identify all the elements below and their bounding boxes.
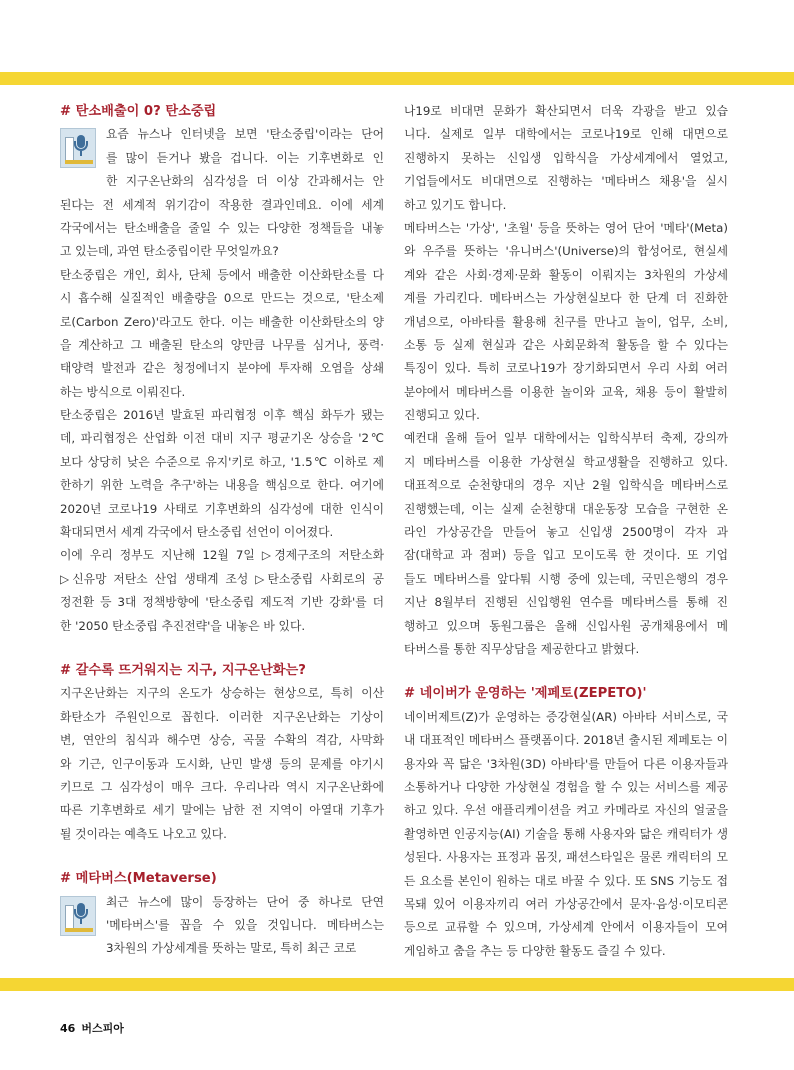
body-text-line: 와 기근, 인구이동과 도시화, 난민 발생 등의 문제를 야기시 — [60, 756, 384, 771]
body-text-line: 와 우주를 뜻하는 '유니버스'(Universe)의 합성어로, 현실세 — [404, 244, 728, 259]
body-text-line: 을 계산하고 그 배출된 탄소의 양만큼 나무를 심거나, 풍력· — [60, 337, 384, 352]
left-column — [60, 100, 384, 961]
podcast-mic-icon — [60, 128, 96, 168]
section-body-metaverse-continued — [404, 100, 728, 661]
body-text-line: 데, 파리협정은 산업화 이전 대비 지구 평균기온 상승을 '2℃ — [60, 431, 384, 446]
section-body-metaverse — [60, 891, 384, 961]
body-text-line: 된다는 전 세계적 위기감이 작용한 결과인데요. 이에 세계 — [60, 197, 384, 212]
body-text-line: 하는 방식으로 이뤄진다. — [60, 384, 186, 399]
body-text-line: 나19로 비대면 문화가 확산되면서 더욱 각광을 받고 있습 — [404, 104, 728, 118]
body-text-line: 지구온난화는 지구의 온도가 상승하는 현상으로, 특히 이산 — [60, 686, 384, 701]
body-text-line: 개념으로, 아바타를 활용해 친구를 만나고 놀이, 업무, 소비, — [404, 314, 728, 329]
body-text-line: 특징이 있다. 특히 코로나19가 장기화되면서 우리 사회 여러 — [404, 361, 728, 376]
body-text-line: 진행하지 못하는 신입생 입학식을 가상세계에서 열었고, — [404, 150, 728, 165]
page-footer — [60, 1020, 124, 1036]
magazine-name: 버스피아 — [81, 1022, 124, 1035]
body-text-line: 각국에서는 탄소배출을 줄일 수 있는 다양한 정책들을 내놓 — [60, 220, 384, 235]
body-text-line: 촬영하면 인공지능(AI) 기술을 통해 사용자와 닮은 캐릭터가 생 — [404, 826, 728, 841]
section-body-zepeto — [404, 706, 728, 963]
body-text-line: 계를 가리킨다. 메타버스는 가상현실보다 한 단계 더 진화한 — [404, 291, 728, 306]
body-text-line: 탄소중립은 2016년 발효된 파리협정 이후 핵심 화두가 됐는 — [60, 408, 384, 423]
body-text-line: 한 '2050 탄소중립 추진전략'을 내놓은 바 있다. — [60, 618, 306, 633]
body-text-line: 분야에서 메타버스를 이용한 놀이와 교육, 채용 등이 활발히 — [404, 384, 728, 399]
body-text-line: 지난 8월부터 진행된 신입행원 연수를 메타버스를 통해 진 — [404, 595, 728, 610]
body-text-line: 태양력 발전과 같은 청정에너지 분야에 투자해 오염을 상쇄 — [60, 361, 384, 376]
body-text-line: 예컨대 올해 들어 일부 대학에서는 입학식부터 축제, 강의까 — [404, 431, 728, 446]
body-text-line: 확대되면서 세계 각국에서 탄소중립 선언이 이어졌다. — [60, 525, 334, 540]
body-text-line: 게임하고 춤을 추는 등 다양한 활동도 즐길 수 있다. — [404, 943, 666, 958]
body-text-line: 정전환 등 3대 정책방향에 '탄소중립 제도적 기반 강화'를 더 — [60, 595, 384, 610]
body-text-line: 한하기 위한 노력을 추구'하는 내용을 핵심으로 한다. 여기에 — [60, 478, 384, 493]
body-text-line: ▷신유망 저탄소 산업 생태계 조성 ▷탄소중립 사회로의 공 — [60, 571, 384, 586]
podcast-mic-icon — [60, 896, 96, 936]
body-text-line: 들도 메타버스를 앞다퉈 시행 중에 있는데, 국민은행의 경우 — [404, 571, 728, 586]
body-text-line: 진행되고 있다. — [404, 408, 480, 423]
section-heading-zepeto: # 네이버가 운영하는 '제페토(ZEPETO)' — [404, 686, 647, 702]
body-text-line: 메타버스는 '가상', '초월' 등을 뜻하는 영어 단어 '메타'(Meta) — [404, 220, 728, 235]
body-text-line: 목돼 있어 이용자끼리 여러 가상공간에서 문자·음성·이모티콘 — [404, 896, 728, 911]
body-text-line: 지 메타버스를 이용한 가상현실 학교생활을 진행하고 있다. — [404, 454, 728, 469]
body-text-line: '메타버스'를 꼽을 수 있을 것입니다. 메타버스는 — [106, 917, 384, 932]
body-text-line: 하고 있다. 우선 애플리케이션을 켜고 카메라로 자신의 얼굴을 — [404, 803, 728, 818]
body-text-line: 화탄소가 주원인으로 꼽힌다. 이러한 지구온난화는 기상이 — [60, 709, 384, 724]
section-heading-metaverse: # 메타버스(Metaverse) — [60, 871, 217, 887]
body-text-line: 요즘 뉴스나 인터넷을 보면 '탄소중립'이라는 단어 — [106, 127, 384, 142]
body-text-line: 네이버제트(Z)가 운영하는 증강현실(AR) 아바타 서비스로, 국 — [404, 709, 728, 724]
body-text-line: 내 대표적인 메타버스 플랫폼이다. 2018년 출시된 제페토는 이 — [404, 733, 728, 748]
body-text-line: 기업들에서도 비대면으로 진행하는 '메타버스 채용'을 실시 — [404, 174, 728, 189]
body-text-line: 라인 가상공간을 만들어 놓고 신입생 2500명이 각자 과 — [404, 525, 728, 540]
body-text-line: 될 것이라는 예측도 나오고 있다. — [60, 826, 227, 841]
body-text-line: 성된다. 사용자는 표정과 몸짓, 패션스타일은 물론 캐릭터의 모 — [404, 850, 728, 865]
body-text-line: 니다. 실제로 일부 대학에서는 코로나19로 인해 대면으로 — [404, 127, 728, 142]
body-text-line: 타버스를 통한 직무상담을 제공한다고 밝혔다. — [404, 641, 640, 656]
body-text-line: 탄소중립은 개인, 회사, 단체 등에서 배출한 이산화탄소를 다 — [60, 267, 384, 282]
body-text-line: 등으로 교류할 수 있으며, 가상세계 안에서 이용자들이 모여 — [404, 920, 728, 935]
body-text-line: 키므로 그 심각성이 매우 크다. 우리나라 역시 지구온난화에 — [60, 779, 384, 794]
body-text-line: 시 흡수해 실질적인 배출량을 0으로 만드는 것으로, '탄소제 — [60, 291, 384, 306]
body-text-line: 최근 뉴스에 많이 등장하는 단어 중 하나로 단연 — [106, 894, 384, 909]
body-text-line: 진행했는데, 이는 실제 순천향대 대운동장 모습을 구현한 온 — [404, 501, 728, 516]
body-text-line: 잠(대학교 과 점퍼) 등을 입고 모이도록 한 것이다. 또 기업 — [404, 548, 728, 563]
body-text-line: 로(Carbon Zero)'라고도 한다. 이는 배출한 이산화탄소의 양 — [60, 314, 384, 329]
body-text-line: 를 많이 듣거나 봤을 겁니다. 이는 기후변화로 인 — [106, 150, 384, 165]
body-text-line: 대표적으로 순천향대의 경우 지난 2월 입학식을 메타버스로 — [404, 478, 728, 493]
right-column — [404, 100, 728, 963]
body-text-line: 보다 상당히 낮은 수준으로 유지'키로 하고, '1.5℃ 이하로 제 — [60, 454, 384, 469]
body-text-line: 3차원의 가상세계를 뜻하는 말로, 특히 최근 코로 — [106, 941, 357, 956]
body-text-line: 변, 연안의 침식과 해수면 상승, 곡물 수확의 격감, 사막화 — [60, 733, 384, 748]
body-text-line: 든 요소를 본인이 원하는 대로 바꿀 수 있다. 또 SNS 기능도 접 — [404, 873, 728, 888]
section-body-global-warming — [60, 682, 384, 846]
body-text-line: 행하고 있으며 동원그룹은 올해 신입사원 공개채용에서 메 — [404, 618, 728, 633]
body-text-line: 소통 등 실제 현실과 같은 사회문화적 활동을 할 수 있다는 — [404, 337, 728, 352]
section-heading-global-warming: # 갈수록 뜨거워지는 지구, 지구온난화는? — [60, 663, 306, 678]
page-number: 46 — [60, 1022, 76, 1035]
bottom-accent-band — [0, 978, 794, 991]
body-text-line: 하고 있기도 합니다. — [404, 197, 507, 212]
top-accent-band — [0, 72, 794, 85]
body-text-line: 한 지구온난화의 심각성을 더 이상 간과해서는 안 — [106, 174, 384, 189]
body-text-line: 계와 같은 사회·경제·문화 활동이 이뤄지는 3차원의 가상세 — [404, 267, 728, 282]
body-text-line: 따른 기후변화로 세기 말에는 남한 전 지역이 아열대 기후가 — [60, 803, 384, 818]
section-body-carbon-neutral — [60, 123, 384, 638]
body-text-line: 용자와 꼭 닮은 '3차원(3D) 아바타'를 만들어 다른 이용자들과 — [404, 756, 728, 771]
body-text-line: 이에 우리 정부도 지난해 12월 7일 ▷경제구조의 저탄소화 — [60, 548, 384, 563]
body-text-line: 2020년 코로나19 사태로 기후변화의 심각성에 대한 인식이 — [60, 501, 384, 516]
section-heading-carbon-neutral: # 탄소배출이 0? 탄소중립 — [60, 104, 217, 119]
body-text-line: 고 있는데, 과연 탄소중립이란 무엇일까요? — [60, 244, 279, 259]
body-text-line: 소통하거나 다양한 가상현실 경험을 할 수 있는 서비스를 제공 — [404, 779, 728, 794]
